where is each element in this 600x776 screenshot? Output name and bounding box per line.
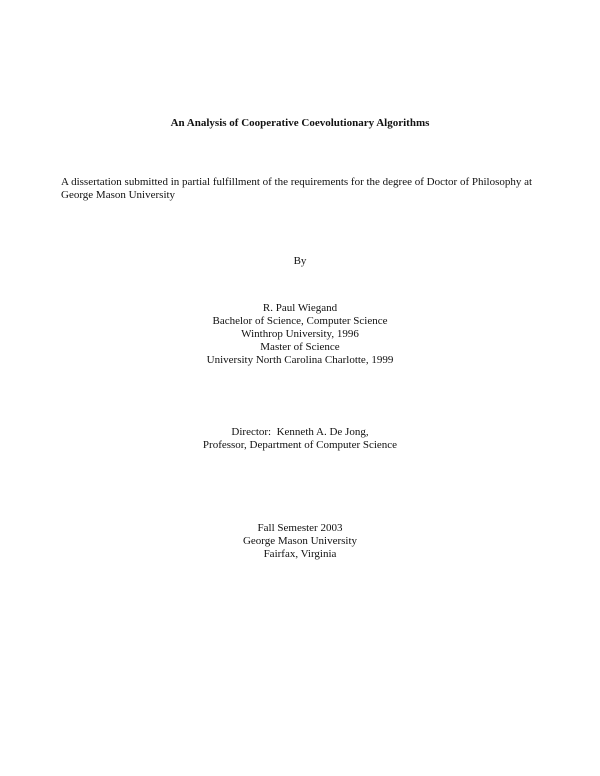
author-block	[0, 302, 600, 367]
submission-location: Fairfax, Virginia	[263, 548, 337, 560]
author-school-2: University North Carolina Charlotte, 1999	[206, 354, 394, 366]
director-title: Professor, Department of Computer Science	[202, 439, 398, 451]
director-name: Director: Kenneth A. De Jong,	[231, 426, 369, 438]
statement-line-2: George Mason University	[61, 189, 176, 201]
submission-block	[0, 522, 600, 561]
director-block	[0, 426, 600, 452]
statement-line-1: A dissertation submitted in partial fulfillment of the requirements for the degree of Doctor of Philosophy at	[61, 176, 533, 188]
document-title: An Analysis of Cooperative Coevolutionary Algorithms	[170, 117, 430, 129]
dissertation-statement	[61, 176, 541, 202]
by-text: By	[293, 255, 307, 267]
author-name: R. Paul Wiegand	[262, 302, 338, 314]
submission-semester: Fall Semester 2003	[257, 522, 343, 534]
author-degree-2: Master of Science	[260, 341, 340, 353]
author-degree-1: Bachelor of Science, Computer Science	[212, 315, 388, 327]
author-school-1: Winthrop University, 1996	[241, 328, 359, 340]
submission-university: George Mason University	[242, 535, 358, 547]
by-label	[0, 255, 600, 268]
